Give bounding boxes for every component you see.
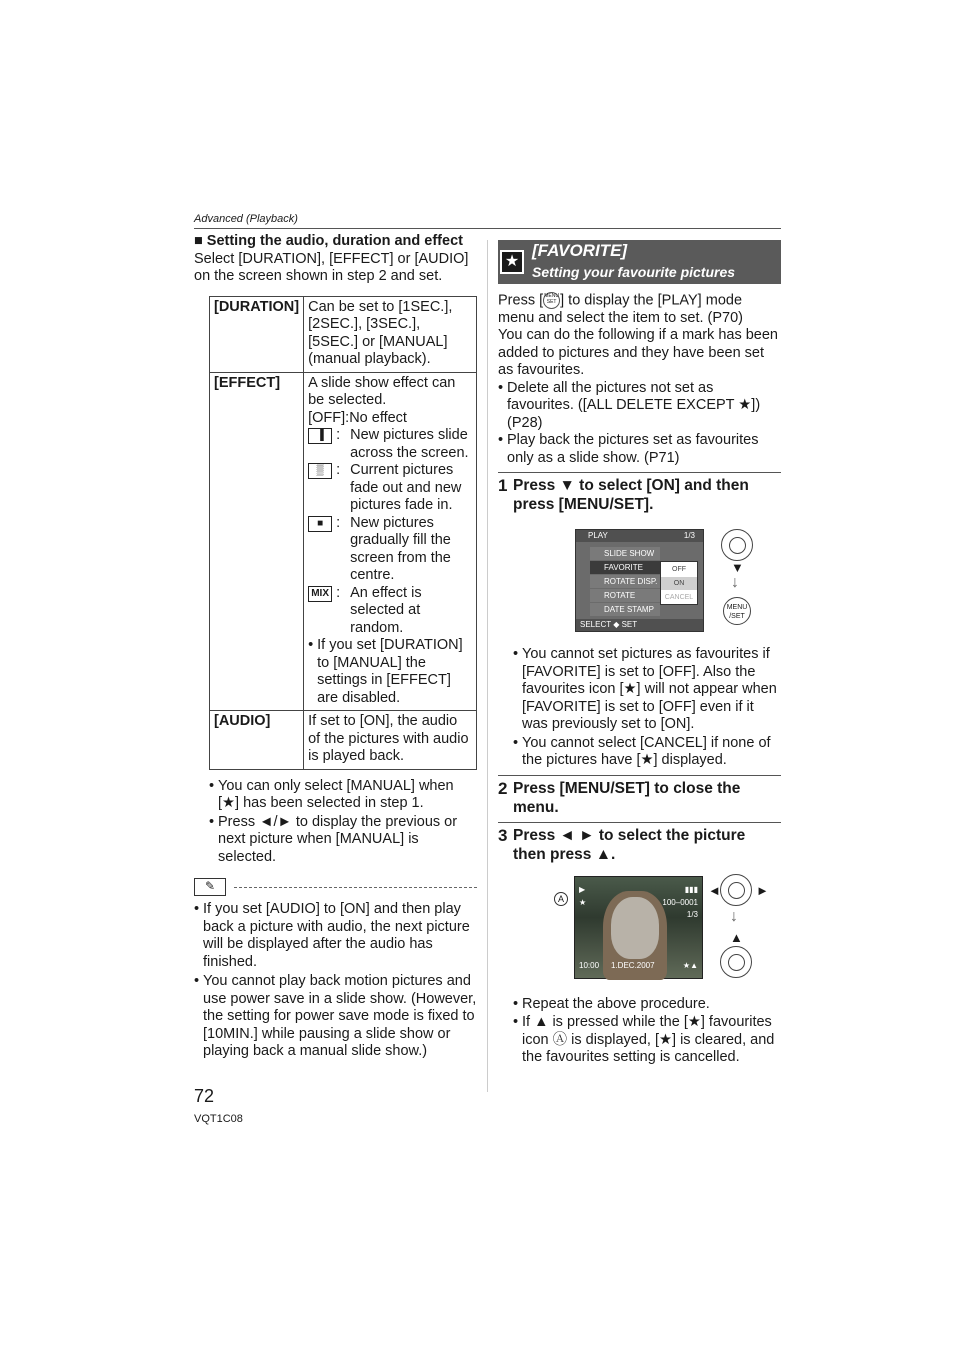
intro-part: Press [ bbox=[498, 292, 544, 309]
memo-divider bbox=[194, 878, 477, 898]
menu-item-favorite[interactable]: FAVORITE bbox=[590, 561, 660, 574]
intro-bullets bbox=[498, 380, 781, 468]
playback-screen bbox=[574, 876, 703, 979]
effect-text: New pictures gradually fill the screen from the centre. bbox=[350, 514, 451, 583]
menu-set-button-icon: MENU /SET bbox=[723, 597, 751, 625]
step-number: 1 bbox=[498, 476, 508, 496]
slide-effect-icon: ▐ bbox=[308, 428, 332, 444]
menu-title-bar bbox=[576, 530, 703, 542]
right-arrow-icon: ► bbox=[756, 882, 769, 898]
table-row-duration bbox=[210, 296, 477, 372]
menu-item-rotate-disp[interactable]: ROTATE DISP. bbox=[590, 575, 660, 588]
table-row-effect bbox=[210, 372, 477, 711]
audio-value: If set to [ON], the audio of the pictures with audio is played back. bbox=[304, 711, 477, 770]
menu-set-button-icon: MENU SET bbox=[543, 292, 560, 309]
effect-text: An effect is selected at random. bbox=[350, 584, 422, 636]
settings-table bbox=[209, 296, 477, 770]
list-item: • You cannot play back motion pictures and use power save in a slide show. (However, the setting for power save mode is fixed to [10MIN.] while pausing a slide show or playing back a manual slide show.) bbox=[194, 973, 477, 1061]
playback-figure bbox=[498, 876, 781, 988]
table-notes bbox=[209, 778, 477, 867]
list-item: • You can only select [MANUAL] when [★] has been selected in step 1. bbox=[209, 778, 477, 813]
fade-effect-icon: ▒ bbox=[308, 463, 332, 479]
page-number: 72 bbox=[194, 1086, 215, 1106]
effect-note-list bbox=[308, 637, 472, 707]
battery-icon: ▮▮▮ bbox=[684, 884, 698, 894]
menu-item-rotate[interactable]: ROTATE bbox=[590, 589, 660, 602]
fill-effect-icon: ■ bbox=[308, 516, 332, 532]
favorite-options bbox=[660, 561, 698, 605]
step-3 bbox=[498, 822, 781, 864]
effect-intro: A slide show effect can be selected. bbox=[308, 374, 456, 408]
menu-item-date-stamp[interactable]: DATE STAMP bbox=[590, 603, 660, 616]
duration-key: [DURATION] bbox=[210, 296, 304, 372]
banner-title: [FAVORITE] bbox=[532, 241, 628, 260]
list-item: • Delete all the pictures not set as favourites. ([ALL DELETE EXCEPT ★]) (P28) bbox=[498, 380, 781, 433]
left-column bbox=[194, 233, 477, 1063]
step-text: Press [MENU/SET] to close the menu. bbox=[513, 779, 741, 816]
cursor-dial-icon bbox=[721, 529, 753, 561]
right-column bbox=[498, 240, 781, 1068]
step-2 bbox=[498, 775, 781, 817]
effect-row: ▒ : Current pictures fade out and new pictures fade in. bbox=[308, 462, 472, 515]
list-item: • Play back the pictures set as favourites only as a slide show. (P71) bbox=[498, 432, 781, 467]
photo-face bbox=[611, 897, 659, 959]
list-item: • You cannot select [CANCEL] if none of the pictures have [★] displayed. bbox=[513, 735, 781, 770]
menu-page: 1/3 bbox=[683, 531, 695, 541]
menu-figure bbox=[498, 520, 781, 638]
photo-date: 1.DEC.2007 bbox=[611, 961, 655, 971]
step3-notes bbox=[513, 996, 781, 1067]
audio-key: [AUDIO] bbox=[210, 711, 304, 770]
file-number: 100–0001 bbox=[662, 897, 698, 907]
column-divider bbox=[487, 240, 488, 1092]
up-arrow-icon: ▲ bbox=[730, 929, 743, 945]
header-rule bbox=[194, 228, 781, 229]
memo-notes bbox=[194, 901, 477, 1061]
menu-title: PLAY bbox=[588, 531, 608, 541]
photo-time: 10:00 bbox=[579, 961, 600, 971]
list-item: • Press ◄/► to display the previous or next picture when [MANUAL] is selected. bbox=[209, 814, 477, 867]
favorite-star-icon: ★ bbox=[579, 897, 587, 907]
favorite-mark-icon: ★▲ bbox=[682, 961, 698, 971]
step-text: Press ◄ ► to select the picture then press ▲. bbox=[513, 826, 746, 863]
list-item: • If ▲ is pressed while the [★] favourites icon Ⓐ is displayed, [★] is cleared, and the favourites setting is cancelled. bbox=[513, 1014, 781, 1067]
picture-count: 1/3 bbox=[686, 909, 698, 919]
duration-value: Can be set to [1SEC.], [2SEC.], [3SEC.], [5SEC.] or [MANUAL] (manual playback). bbox=[304, 296, 477, 372]
option-on[interactable]: ON bbox=[661, 577, 697, 590]
down-arrow-icon: ▼ bbox=[731, 560, 744, 576]
list-item: • If you set [AUDIO] to [ON] and then play back a picture with audio, the next picture will be displayed after the audio has finished. bbox=[194, 901, 477, 971]
section-title: ■ Setting the audio, duration and effect bbox=[194, 233, 463, 249]
effect-text: New pictures slide across the screen. bbox=[350, 427, 469, 461]
star-icon: ★ bbox=[500, 250, 524, 274]
menu-item-slide-show[interactable]: SLIDE SHOW bbox=[590, 547, 660, 560]
flow-arrow-icon: ↓ bbox=[730, 907, 738, 925]
list-item: • You cannot set pictures as favourites if [FAVORITE] is set to [OFF]. Also the favourites icon [★] will not appear when [FAVORITE] is set to [OFF] even if it was previously set to [ON]. bbox=[513, 646, 781, 734]
list-item: • Repeat the above procedure. bbox=[513, 996, 781, 1014]
dashed-rule bbox=[234, 887, 477, 888]
effect-key: [EFFECT] bbox=[210, 372, 304, 711]
step-text: Press ▼ to select [ON] and then press [MENU/SET]. bbox=[513, 477, 749, 514]
effect-value bbox=[304, 372, 477, 711]
step-1 bbox=[498, 472, 781, 514]
step-number: 2 bbox=[498, 778, 508, 798]
cursor-dial-icon bbox=[720, 946, 752, 978]
play-menu-screen bbox=[575, 529, 704, 632]
effect-note: • If you set [DURATION] to [MANUAL] the settings in [EFFECT] are disabled. bbox=[308, 637, 472, 707]
effect-row: ▐ : New pictures slide across the screen. bbox=[308, 427, 472, 462]
intro-part: ] to display the [PLAY] mode menu and select the item to set. (P70) bbox=[498, 292, 744, 326]
section-header: Advanced (Playback) bbox=[194, 213, 298, 225]
step-number: 3 bbox=[498, 825, 508, 845]
table-row-audio bbox=[210, 711, 477, 770]
mix-effect-icon: MIX bbox=[308, 586, 332, 602]
section-intro: Select [DURATION], [EFFECT] or [AUDIO] on the screen shown in step 2 and set. bbox=[194, 250, 469, 284]
left-arrow-icon: ◄ bbox=[708, 882, 721, 898]
cursor-dial-icon bbox=[720, 874, 752, 906]
intro-description: You can do the following if a mark has been added to pictures and they have been set as favourites. bbox=[498, 327, 778, 379]
step1-notes bbox=[513, 646, 781, 770]
effect-row: MIX : An effect is selected at random. bbox=[308, 585, 472, 638]
effect-text: Current pictures fade out and new pictures fade in. bbox=[350, 462, 462, 513]
effect-off: [OFF]:No effect bbox=[308, 409, 407, 426]
menu-help-bar: SELECT ◆ SET bbox=[576, 619, 703, 631]
effect-row: ■ : New pictures gradually fill the screen from the centre. bbox=[308, 515, 472, 585]
play-mode-icon: ▶ bbox=[579, 884, 586, 894]
flow-arrow-icon: ↓ bbox=[731, 574, 739, 592]
callout-a: A bbox=[554, 892, 568, 906]
intro-text bbox=[498, 292, 781, 327]
option-off[interactable]: OFF bbox=[672, 566, 686, 574]
banner-subtitle: Setting your favourite pictures bbox=[532, 264, 736, 280]
option-cancel[interactable]: CANCEL bbox=[664, 594, 694, 602]
favorite-banner bbox=[498, 240, 781, 284]
memo-icon: ✎ bbox=[194, 878, 226, 896]
document-code: VQT1C08 bbox=[194, 1113, 243, 1125]
